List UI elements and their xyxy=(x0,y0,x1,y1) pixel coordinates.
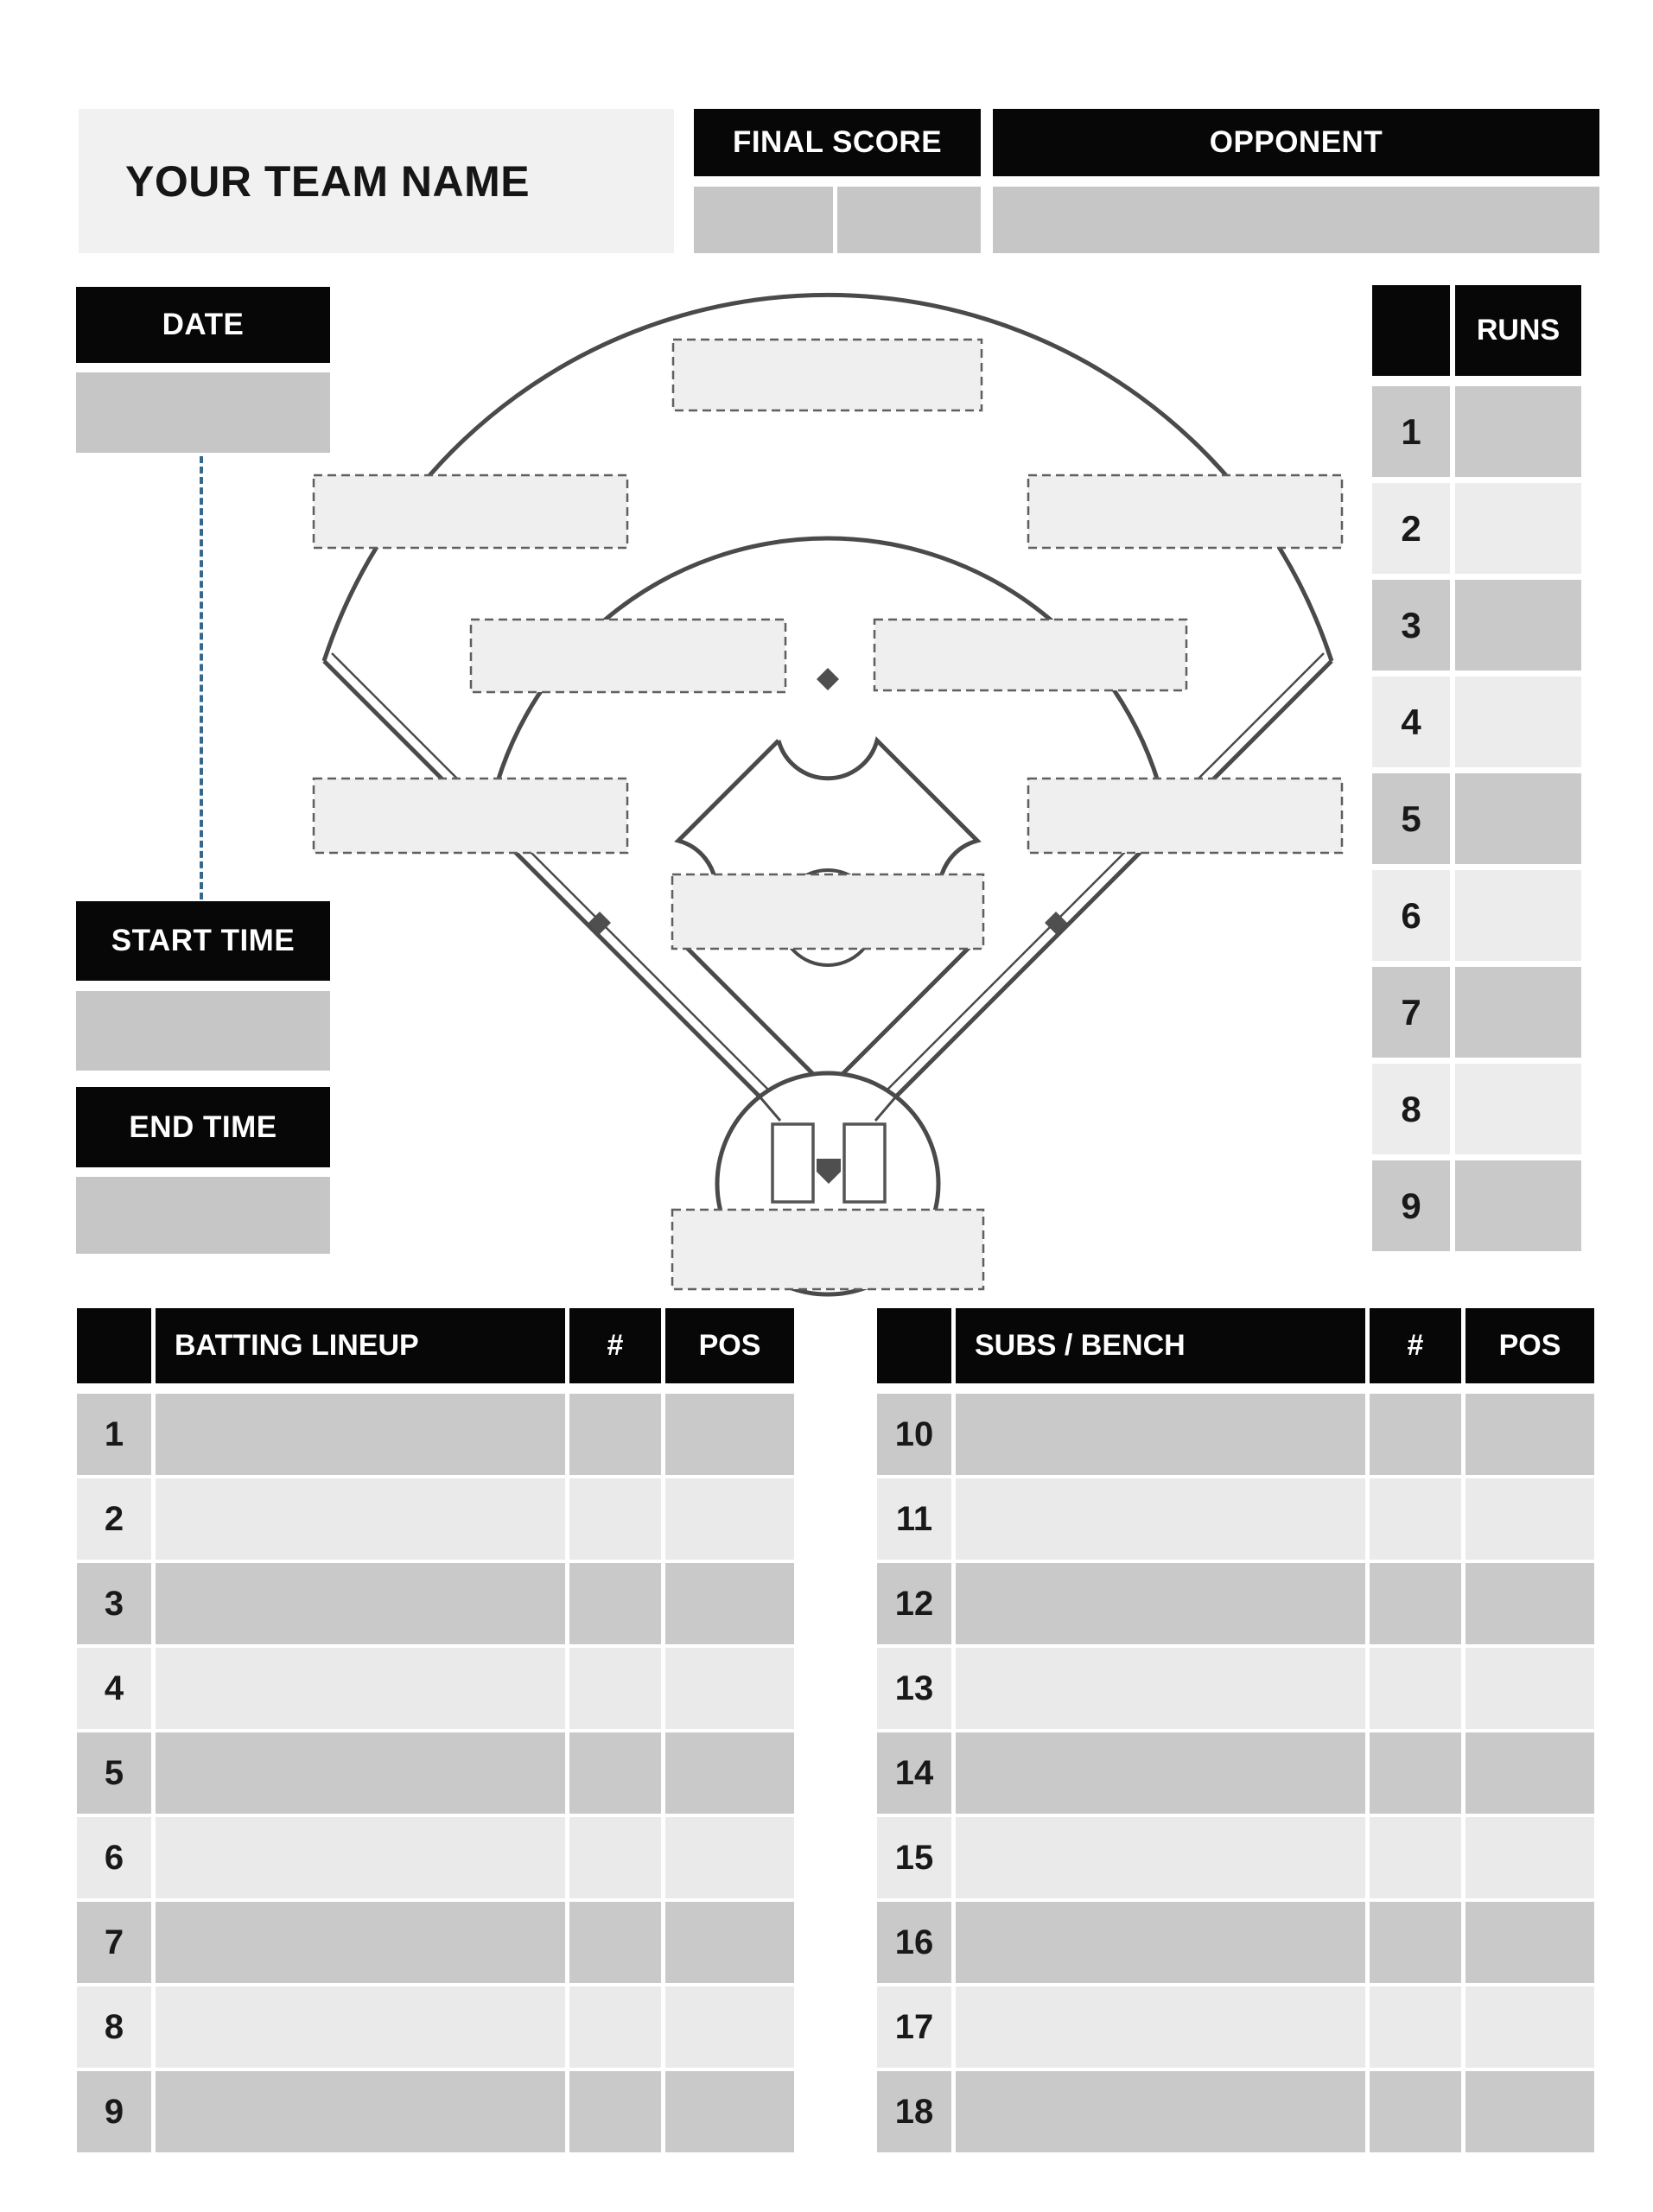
batter-box-right xyxy=(844,1124,885,1202)
runs-value-cell[interactable] xyxy=(1455,967,1581,1058)
jersey-number-cell[interactable] xyxy=(1370,2071,1461,2152)
subs-order-number: 15 xyxy=(877,1817,951,1898)
inning-number: 6 xyxy=(1372,870,1450,961)
batting-order-number: 8 xyxy=(77,1986,151,2068)
batting-pos-header: POS xyxy=(665,1308,794,1383)
jersey-number-cell[interactable] xyxy=(569,1563,661,1644)
position-box-center-field[interactable] xyxy=(673,340,982,410)
batting-order-number: 4 xyxy=(77,1648,151,1729)
player-name-cell[interactable] xyxy=(156,1986,565,2068)
player-name-cell[interactable] xyxy=(956,1817,1365,1898)
runs-table-row xyxy=(1372,483,1581,574)
final-score-header: FINAL SCORE xyxy=(694,109,981,176)
position-cell[interactable] xyxy=(1465,1563,1594,1644)
runs-table-row xyxy=(1372,677,1581,767)
subs-order-number: 17 xyxy=(877,1986,951,2068)
position-box-third-base[interactable] xyxy=(314,779,627,853)
jersey-number-cell[interactable] xyxy=(569,1648,661,1729)
position-cell[interactable] xyxy=(1465,1902,1594,1983)
subs-row xyxy=(877,1986,1594,2068)
runs-table-row xyxy=(1372,1064,1581,1154)
jersey-number-cell[interactable] xyxy=(569,2071,661,2152)
batting-row xyxy=(77,1648,794,1729)
runs-value-cell[interactable] xyxy=(1455,1064,1581,1154)
subs-table-header xyxy=(877,1308,1594,1383)
final-score-away-cell[interactable] xyxy=(837,187,981,253)
position-box-left-field[interactable] xyxy=(314,475,627,548)
player-name-cell[interactable] xyxy=(156,1563,565,1644)
position-cell[interactable] xyxy=(1465,1986,1594,2068)
batting-number-header: # xyxy=(569,1308,661,1383)
jersey-number-cell[interactable] xyxy=(569,1902,661,1983)
subs-order-number: 13 xyxy=(877,1648,951,1729)
position-cell[interactable] xyxy=(665,2071,794,2152)
runs-table-row xyxy=(1372,967,1581,1058)
subs-order-header-blank xyxy=(877,1308,951,1383)
position-cell[interactable] xyxy=(1465,1648,1594,1729)
subs-row xyxy=(877,1902,1594,1983)
jersey-number-cell[interactable] xyxy=(1370,1986,1461,2068)
runs-table-row xyxy=(1372,870,1581,961)
player-name-cell[interactable] xyxy=(956,1394,1365,1475)
player-name-cell[interactable] xyxy=(956,1648,1365,1729)
subs-order-number: 11 xyxy=(877,1478,951,1560)
baseball-field-diagram xyxy=(285,285,1400,1313)
runs-value-cell[interactable] xyxy=(1455,580,1581,671)
player-name-cell[interactable] xyxy=(156,1902,565,1983)
batting-row xyxy=(77,2071,794,2152)
jersey-number-cell[interactable] xyxy=(1370,1563,1461,1644)
batting-row xyxy=(77,1394,794,1475)
inning-number: 7 xyxy=(1372,967,1450,1058)
subs-row xyxy=(877,1817,1594,1898)
runs-value-cell[interactable] xyxy=(1455,677,1581,767)
batting-order-number: 6 xyxy=(77,1817,151,1898)
inning-number: 8 xyxy=(1372,1064,1450,1154)
position-cell[interactable] xyxy=(665,1648,794,1729)
batting-order-number: 3 xyxy=(77,1563,151,1644)
position-cell[interactable] xyxy=(1465,2071,1594,2152)
position-cell[interactable] xyxy=(1465,1394,1594,1475)
inning-number: 1 xyxy=(1372,386,1450,477)
runs-table-row xyxy=(1372,580,1581,671)
position-box-pitcher[interactable] xyxy=(672,874,983,949)
runs-table xyxy=(1372,386,1581,1257)
subs-row xyxy=(877,1394,1594,1475)
position-box-catcher[interactable] xyxy=(672,1210,983,1289)
position-box-second-base[interactable] xyxy=(874,620,1186,690)
batter-box-left xyxy=(772,1124,813,1202)
player-name-cell[interactable] xyxy=(156,1648,565,1729)
runs-table-row xyxy=(1372,1160,1581,1251)
batting-row xyxy=(77,1986,794,2068)
batting-row xyxy=(77,1902,794,1983)
subs-row xyxy=(877,1648,1594,1729)
player-name-cell[interactable] xyxy=(156,1732,565,1814)
subs-order-number: 18 xyxy=(877,2071,951,2152)
batting-title: BATTING LINEUP xyxy=(156,1308,565,1383)
runs-table-row xyxy=(1372,386,1581,477)
position-box-shortstop[interactable] xyxy=(471,620,785,692)
player-name-cell[interactable] xyxy=(956,1902,1365,1983)
jersey-number-cell[interactable] xyxy=(1370,1817,1461,1898)
jersey-number-cell[interactable] xyxy=(569,1732,661,1814)
inning-number: 4 xyxy=(1372,677,1450,767)
team-name-field[interactable] xyxy=(79,109,674,253)
batting-order-number: 1 xyxy=(77,1394,151,1475)
timeline-dashed-connector xyxy=(200,456,203,899)
subs-row xyxy=(877,1478,1594,1560)
player-name-cell[interactable] xyxy=(956,1732,1365,1814)
second-base-icon xyxy=(817,668,839,690)
end-time-header: END TIME xyxy=(76,1087,330,1167)
batting-row xyxy=(77,1478,794,1560)
position-cell[interactable] xyxy=(665,1732,794,1814)
subs-number-header: # xyxy=(1370,1308,1461,1383)
batting-order-number: 5 xyxy=(77,1732,151,1814)
batting-row xyxy=(77,1563,794,1644)
runs-table-header xyxy=(1372,285,1581,376)
subs-order-number: 12 xyxy=(877,1563,951,1644)
position-cell[interactable] xyxy=(665,1817,794,1898)
subs-order-number: 14 xyxy=(877,1732,951,1814)
inning-number: 5 xyxy=(1372,773,1450,864)
position-cell[interactable] xyxy=(1465,1817,1594,1898)
team-name-text: YOUR TEAM NAME xyxy=(125,156,531,206)
player-name-cell[interactable] xyxy=(156,1478,565,1560)
subs-row xyxy=(877,2071,1594,2152)
date-header: DATE xyxy=(76,287,330,363)
jersey-number-cell[interactable] xyxy=(569,1817,661,1898)
player-name-cell[interactable] xyxy=(156,2071,565,2152)
runs-inning-header-blank xyxy=(1372,285,1450,376)
subs-title: SUBS / BENCH xyxy=(956,1308,1365,1383)
subs-pos-header: POS xyxy=(1465,1308,1594,1383)
player-name-cell[interactable] xyxy=(156,1394,565,1475)
runs-header-label: RUNS xyxy=(1455,285,1581,376)
position-cell[interactable] xyxy=(1465,1478,1594,1560)
position-cell[interactable] xyxy=(665,1986,794,2068)
player-name-cell[interactable] xyxy=(156,1817,565,1898)
batting-table-header xyxy=(77,1308,794,1383)
jersey-number-cell[interactable] xyxy=(569,1986,661,2068)
jersey-number-cell[interactable] xyxy=(1370,1902,1461,1983)
jersey-number-cell[interactable] xyxy=(569,1394,661,1475)
inning-number: 2 xyxy=(1372,483,1450,574)
batting-order-number: 2 xyxy=(77,1478,151,1560)
start-time-header: START TIME xyxy=(76,901,330,981)
position-cell[interactable] xyxy=(665,1563,794,1644)
batting-order-number: 7 xyxy=(77,1902,151,1983)
runs-table-row xyxy=(1372,773,1581,864)
subs-order-number: 10 xyxy=(877,1394,951,1475)
runs-value-cell[interactable] xyxy=(1455,773,1581,864)
runs-value-cell[interactable] xyxy=(1455,386,1581,477)
subs-row xyxy=(877,1563,1594,1644)
inning-number: 3 xyxy=(1372,580,1450,671)
opponent-field[interactable] xyxy=(993,187,1599,253)
player-name-cell[interactable] xyxy=(956,1563,1365,1644)
position-cell[interactable] xyxy=(665,1478,794,1560)
batting-table xyxy=(77,1394,794,2156)
subs-row xyxy=(877,1732,1594,1814)
batting-order-number: 9 xyxy=(77,2071,151,2152)
final-score-home-cell[interactable] xyxy=(694,187,833,253)
position-cell[interactable] xyxy=(1465,1732,1594,1814)
runs-value-cell[interactable] xyxy=(1455,870,1581,961)
position-cell[interactable] xyxy=(665,1902,794,1983)
jersey-number-cell[interactable] xyxy=(1370,1394,1461,1475)
opponent-header: OPPONENT xyxy=(993,109,1599,176)
batting-order-header-blank xyxy=(77,1308,151,1383)
jersey-number-cell[interactable] xyxy=(1370,1478,1461,1560)
subs-table xyxy=(877,1394,1594,2156)
runs-value-cell[interactable] xyxy=(1455,483,1581,574)
jersey-number-cell[interactable] xyxy=(1370,1648,1461,1729)
position-cell[interactable] xyxy=(665,1394,794,1475)
jersey-number-cell[interactable] xyxy=(1370,1732,1461,1814)
player-name-cell[interactable] xyxy=(956,1478,1365,1560)
batting-row xyxy=(77,1817,794,1898)
inning-number: 9 xyxy=(1372,1160,1450,1251)
player-name-cell[interactable] xyxy=(956,2071,1365,2152)
subs-order-number: 16 xyxy=(877,1902,951,1983)
position-box-right-field[interactable] xyxy=(1028,475,1342,548)
jersey-number-cell[interactable] xyxy=(569,1478,661,1560)
position-box-first-base[interactable] xyxy=(1028,779,1342,853)
player-name-cell[interactable] xyxy=(956,1986,1365,2068)
runs-value-cell[interactable] xyxy=(1455,1160,1581,1251)
batting-row xyxy=(77,1732,794,1814)
